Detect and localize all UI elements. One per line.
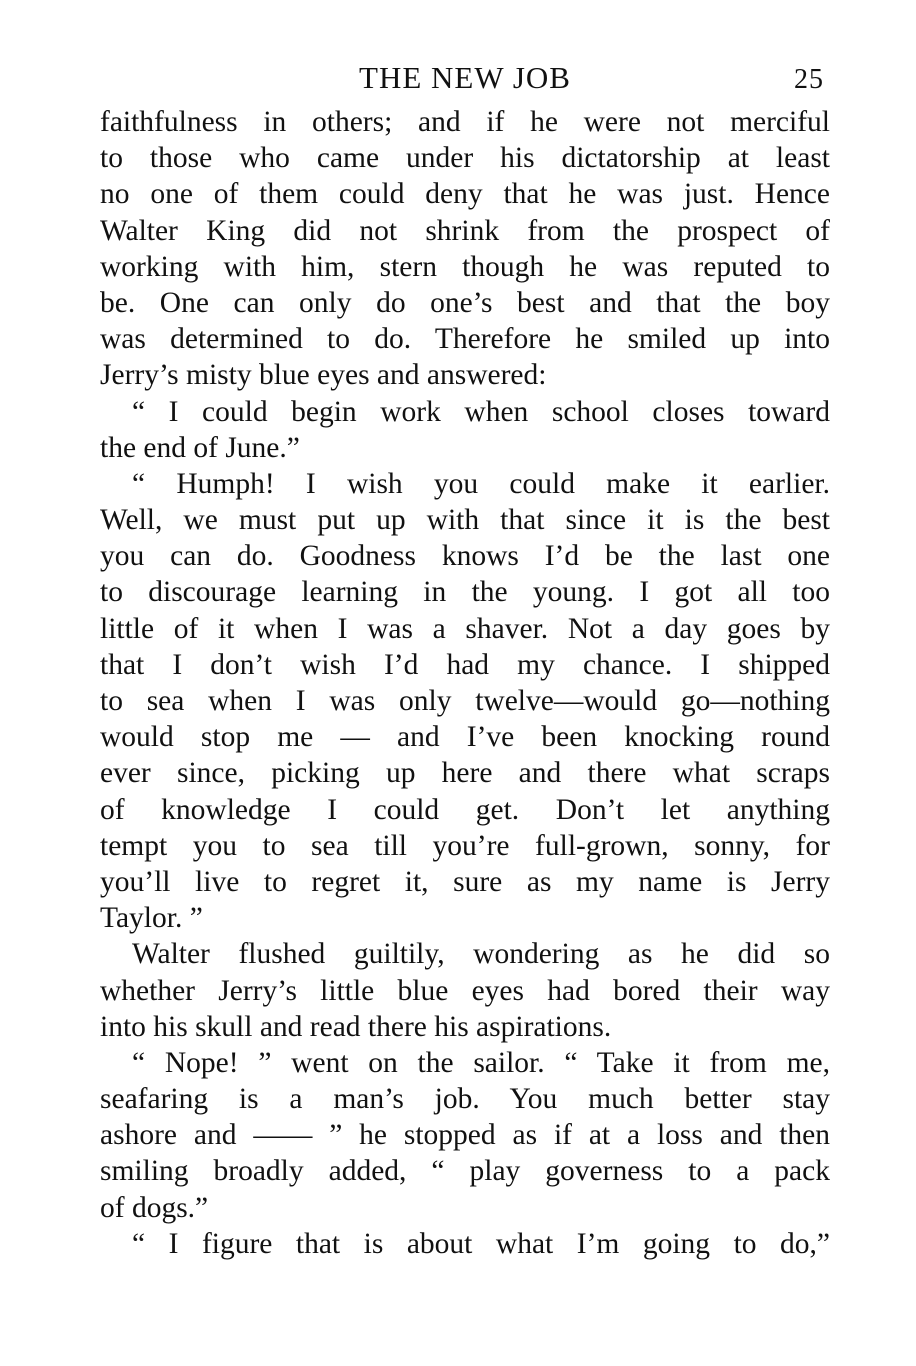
text-line: you’ll live to regret it, sure as my name is Jerry	[100, 865, 830, 898]
text-line: would stop me — and I’ve been knocking round	[100, 721, 830, 754]
text-line: ever since, picking up here and there what scraps	[100, 757, 830, 790]
text-line: smiling broadly added, “ play governess to a pack	[100, 1155, 830, 1188]
text-line: be. One can only do one’s best and that the boy	[100, 286, 830, 319]
text-line: that I don’t wish I’d had my chance. I shipped	[100, 648, 830, 681]
book-page	[100, 56, 830, 1262]
text-line: Well, we must put up with that since it is the best	[100, 504, 830, 537]
text-line: no one of them could deny that he was just. Hence	[100, 178, 830, 211]
text-line: seafaring is a man’s job. You much better stay	[100, 1083, 830, 1116]
body-text	[100, 104, 830, 1262]
text-line: to discourage learning in the young. I got all too	[100, 576, 830, 609]
text-line: “ Humph! I wish you could make it earlier.	[132, 467, 830, 500]
text-line: of knowledge I could get. Don’t let anything	[100, 793, 830, 826]
text-line: Walter King did not shrink from the prospect of	[100, 214, 830, 247]
text-line: tempt you to sea till you’re full-grown, sonny, for	[100, 829, 830, 862]
page-number: 25	[794, 64, 824, 95]
text-line: was determined to do. Therefore he smiled up into	[100, 323, 830, 356]
text-line: whether Jerry’s little blue eyes had bored their way	[100, 974, 830, 1007]
text-line: to sea when I was only twelve—would go—nothing	[100, 685, 830, 717]
running-head	[100, 56, 830, 100]
text-line: “ Nope! ” went on the sailor. “ Take it from me,	[132, 1046, 830, 1079]
text-line: the end of June.”	[100, 431, 300, 464]
text-line: into his skull and read there his aspirations.	[100, 1010, 612, 1043]
text-line: faithfulness in others; and if he were not merciful	[100, 106, 830, 138]
text-line: ashore and —— ” he stopped as if at a loss and then	[100, 1119, 830, 1152]
text-line: Jerry’s misty blue eyes and answered:	[100, 359, 547, 392]
text-line: to those who came under his dictatorship at least	[100, 142, 830, 175]
text-line: little of it when I was a shaver. Not a day goes by	[100, 612, 830, 645]
text-line: Taylor. ”	[100, 902, 203, 935]
text-line: “ I could begin work when school closes toward	[132, 395, 830, 428]
running-title: THE NEW JOB	[359, 60, 571, 95]
text-line: of dogs.”	[100, 1191, 209, 1224]
text-line: you can do. Goodness knows I’d be the last one	[100, 540, 830, 573]
text-line: working with him, stern though he was reputed to	[100, 250, 830, 283]
text-line: “ I figure that is about what I’m going to do,”	[132, 1227, 830, 1260]
text-line: Walter flushed guiltily, wondering as he did so	[132, 938, 830, 971]
